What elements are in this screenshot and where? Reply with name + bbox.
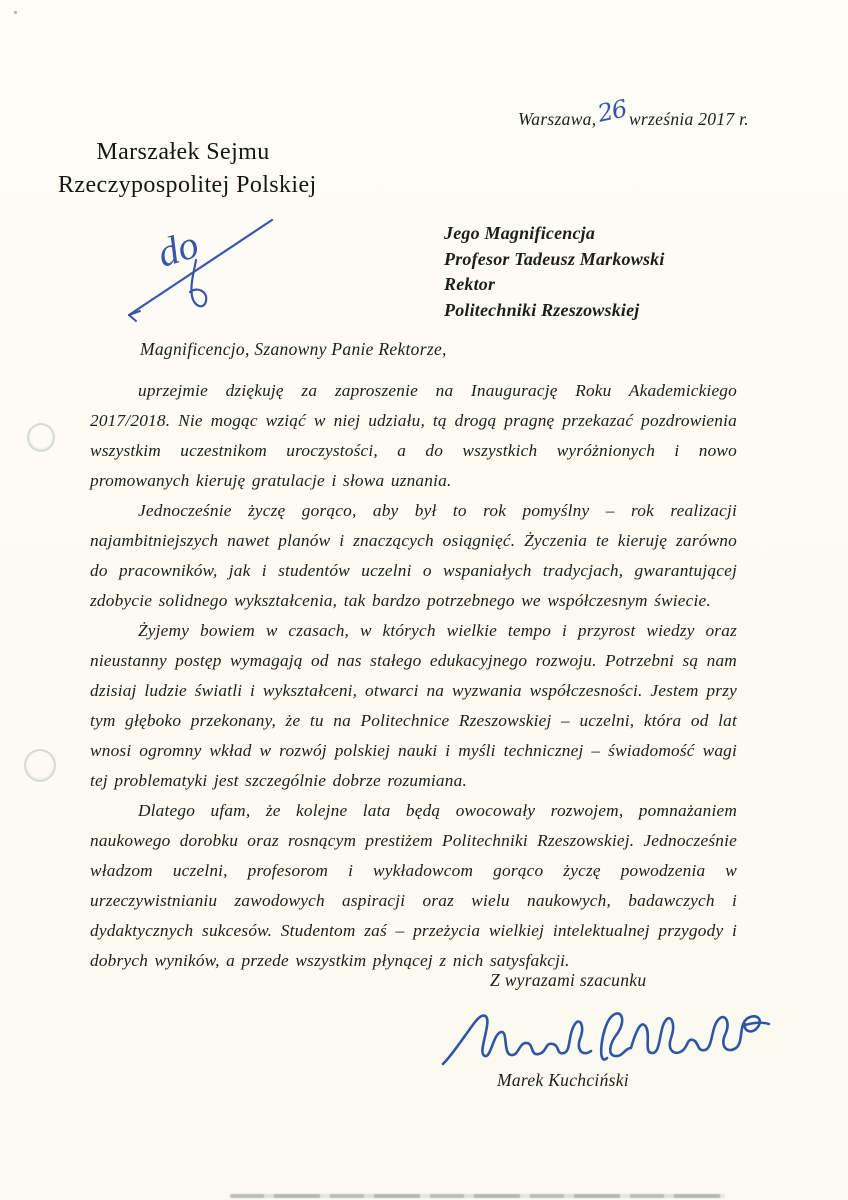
recipient-line: Rektor [444,274,496,294]
date-rest: września 2017 r. [628,109,749,129]
closing-phrase: Z wyrazami szacunku [490,970,647,990]
paragraph-2: Jednocześnie życzę gorąco, aby był to rok pomyślny – rok realizacji najambitniejszych nawet planów i znaczących osiągnięć. Życzenia te kieruję zarówno do pracowników, jak i studentów uczelni o wspaniałych tradycjach, gwarantującej zdobycie solidnego wykształcenia, tak bardzo potrzebnego we współczesnym świecie. [90,501,737,610]
punch-hole-top [27,423,55,452]
date-city: Warszawa, [518,109,597,129]
salutation: Magnificencjo, Szanowny Panie Rektorze, [140,339,447,359]
scan-speck [14,11,17,14]
recipient-block [444,221,665,323]
recipient-line: Profesor Tadeusz Markowski [444,248,665,269]
punch-hole-bottom [24,749,56,782]
letter-body [90,376,737,976]
paragraph-1: uprzejmie dziękuję za zaproszenie na Inaugurację Roku Akademickiego 2017/2018. Nie mogąc wziąć w niej udziału, tą drogą pragnę przekazać pozdrowienia wszystkim uczestnikom uroczystości, a do wszystkich wyróżnionych i nowo promowanych kieruję gratulacje i słowa uznania. [90,381,737,490]
handwritten-day-number: 26 [595,94,630,128]
signature-stroke-last-name [601,1013,760,1059]
letterhead-line1: Marszałek Sejmu [96,139,270,165]
signer-name: Marek Kuchciński [497,1070,629,1090]
pen-arrowhead [129,311,140,321]
pen-diagonal-stroke [129,220,272,315]
paragraph-4: Dlatego ufam, że kolejne lata będą owocowały rozwojem, pomnażaniem naukowego dorobku oraz rosnącym prestiżem Politechniki Rzeszowskiej. Jednocześnie władzom uczelni, profesorom i wykładowcom gorąco życzę powodzenia w urzeczywistnianiu zawodowych aspiracji oraz wielu naukowych, badawczych i dydaktycznych sukcesów. Studentom zaś – przeżycia wielkiej intelektualnej przygody i dobrych wyników, a przede wszystkim płynącej z nich satysfakcji. [90,801,737,970]
handwritten-do-text: do [152,221,204,276]
paragraph-3: Żyjemy bowiem w czasach, w których wielkie tempo i przyrost wiedzy oraz nieustanny postęp wymagają od nas stałego edukacyjnego rozwoju. Potrzebni są nam dzisiaj ludzie światli i wykształceni, otwarci na wyzwania współczesności. Jestem przy tym głęboko przekonany, że tu na Politechnice Rzeszowskiej – uczelni, która od lat wnosi ogromny wkład w rozwój polskiej nauki i myśli technicznej – świadomość wagi tej problematyki jest szczególnie dobrze rozumiana. [90,621,737,790]
scan-edge-artifact [230,1194,725,1198]
signature-stroke-first-name [443,1016,591,1064]
date-line [518,94,749,131]
letterhead-line2: Rzeczypospolitej Polskiej [58,172,317,198]
recipient-line: Jego Magnificencja [444,223,596,243]
handwritten-do-annotation [112,212,387,330]
signature-stroke-tail [743,1023,769,1026]
recipient-line: Politechniki Rzeszowskiej [444,299,640,320]
letterhead [58,136,317,202]
